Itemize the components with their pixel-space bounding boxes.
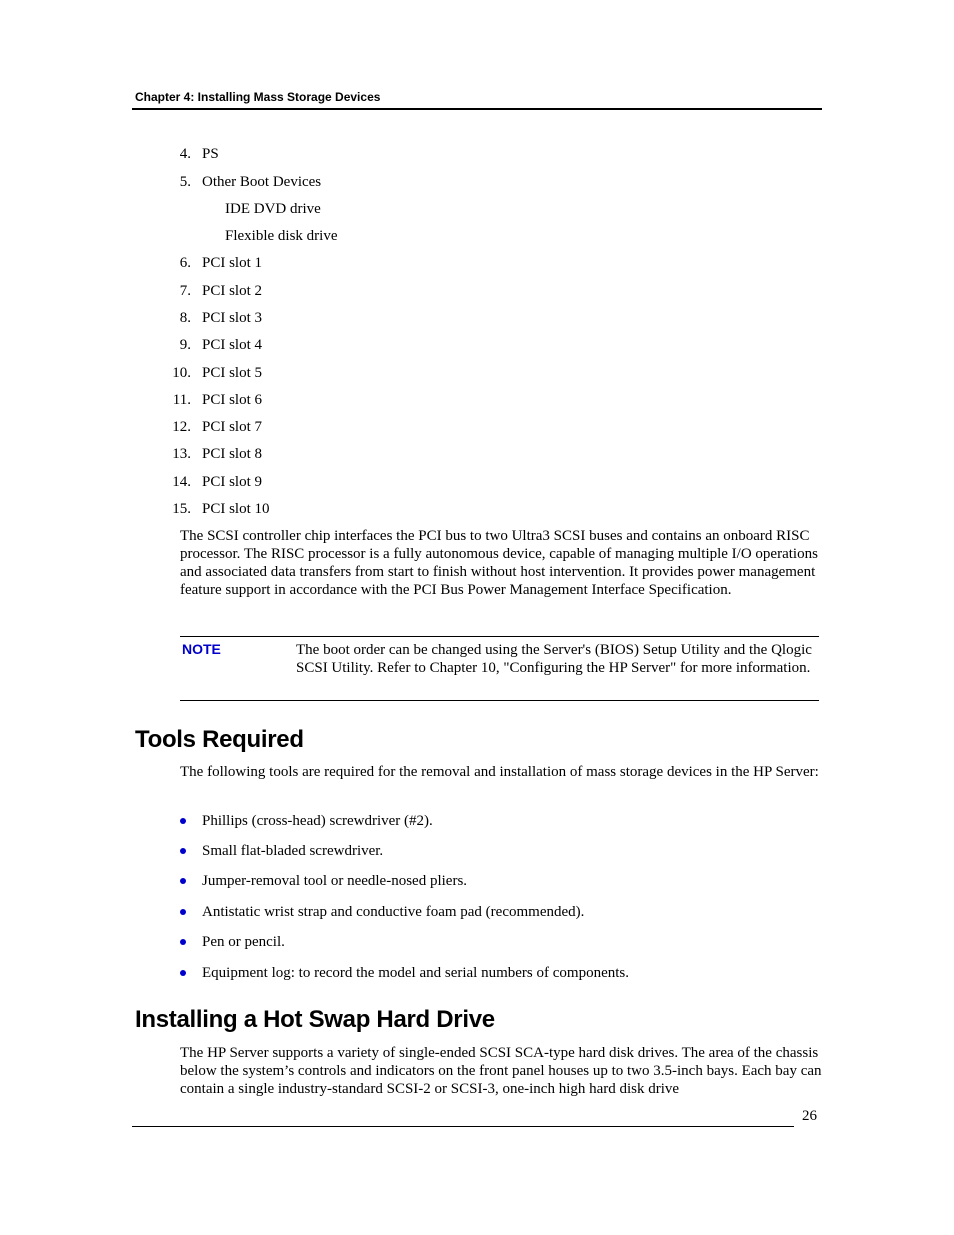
list-item-number: 14. (172, 474, 191, 490)
bullet-text: Phillips (cross-head) screwdriver (#2). (202, 813, 433, 829)
bullet-text: Equipment log: to record the model and serial numbers of components. (202, 965, 629, 981)
list-item-text: PCI slot 7 (202, 419, 263, 435)
list-item-text: PCI slot 1 (202, 255, 263, 271)
list-item-number: 6. (179, 255, 191, 271)
list-item-text: PCI slot 2 (202, 283, 263, 299)
list-item-text: PCI slot 5 (202, 365, 263, 381)
bullet-icon (180, 818, 186, 824)
list-item-number: 4. (179, 146, 191, 162)
bullet-icon (180, 939, 186, 945)
list-item-number: 10. (172, 365, 191, 381)
list-item-text: PCI slot 6 (202, 392, 263, 408)
bullet-icon (180, 848, 186, 854)
list-item-text: PS (202, 146, 219, 162)
list-item-number: 12. (172, 419, 191, 435)
bullet-icon (180, 970, 186, 976)
list-item-number: 7. (179, 283, 191, 299)
sub-list-item: Flexible disk drive (225, 228, 338, 244)
list-item-text: PCI slot 4 (202, 337, 263, 353)
note-top-rule (180, 636, 819, 637)
list-item-text: PCI slot 9 (202, 474, 263, 490)
note-label: NOTE (182, 641, 221, 657)
scsi-paragraph: The SCSI controller chip interfaces the PCI bus to two Ultra3 SCSI buses and contains an onboard RISC processor. The RISC processor is a fully autonomous device, capable of managing multiple I/O operations and associated data transfers from start to finish without host intervention. It provides power management feature support in accordance with the PCI Bus Power Management Interface Specification. (180, 528, 818, 598)
list-item-text: Other Boot Devices (202, 174, 322, 190)
tools-required-heading: Tools Required (135, 726, 304, 753)
hot-swap-paragraph: The HP Server supports a variety of single-ended SCSI SCA-type hard disk drives. The area of the chassis below the system’s controls and indicators on the front panel houses up to two 3.5-inch bays. Each bay can contain a single industry-standard SCSI-2 or SCSI-3, one-inch high hard disk drive (180, 1045, 822, 1097)
list-item-number: 5. (179, 174, 191, 190)
bullet-icon (180, 878, 186, 884)
page-number: 26 (802, 1108, 817, 1124)
list-item-number: 13. (172, 446, 191, 462)
tools-intro-paragraph: The following tools are required for the removal and installation of mass storage devices in the HP Server: (180, 764, 819, 780)
bullet-text: Antistatic wrist strap and conductive foam pad (recommended). (202, 904, 585, 920)
list-item-number: 8. (179, 310, 191, 326)
list-item-number: 11. (172, 392, 191, 408)
bullet-text: Jumper-removal tool or needle-nosed pliers. (202, 873, 468, 889)
bullet-text: Small flat-bladed screwdriver. (202, 843, 384, 859)
list-item-text: PCI slot 8 (202, 446, 263, 462)
hot-swap-heading: Installing a Hot Swap Hard Drive (135, 1006, 495, 1033)
list-item-text: PCI slot 10 (202, 501, 270, 517)
footer-rule (132, 1126, 794, 1127)
chapter-header-title: Chapter 4: Installing Mass Storage Devices (135, 90, 381, 104)
list-item-number: 15. (172, 501, 191, 517)
list-item-text: PCI slot 3 (202, 310, 263, 326)
sub-list-item: IDE DVD drive (225, 201, 321, 217)
header-rule (132, 108, 822, 110)
bullet-text: Pen or pencil. (202, 934, 285, 950)
note-text: The boot order can be changed using the Server's (BIOS) Setup Utility and the Qlogic SCSI Utility. Refer to Chapter 10, "Configuring the HP Server" for more information. (296, 642, 812, 676)
bullet-icon (180, 909, 186, 915)
list-item-number: 9. (179, 337, 191, 353)
note-bottom-rule (180, 700, 819, 701)
